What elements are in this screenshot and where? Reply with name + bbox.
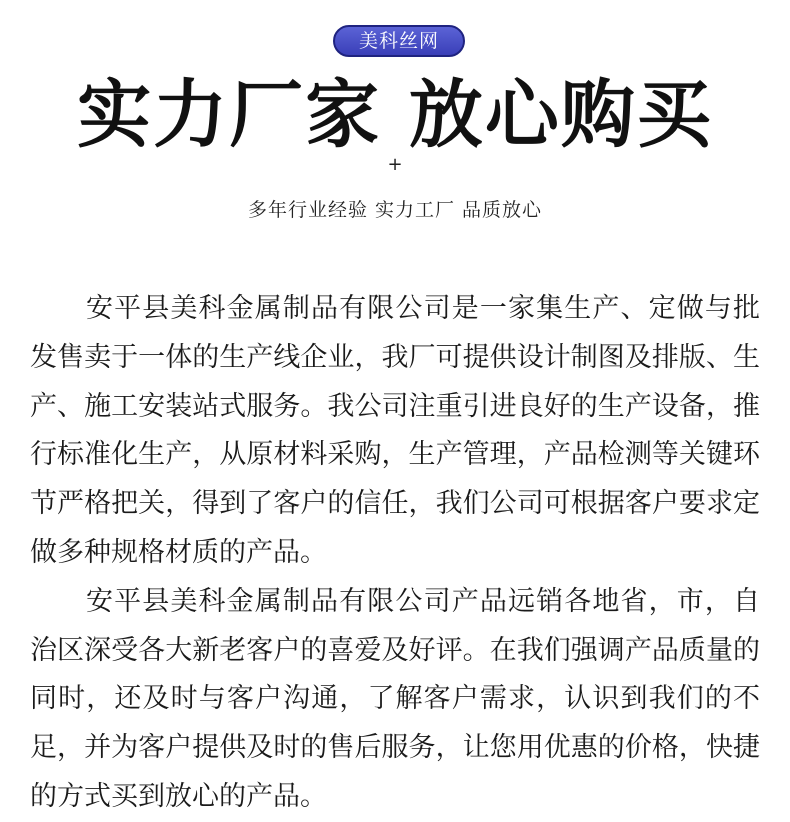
brand-badge: 美科丝网 (333, 25, 465, 57)
company-description (30, 285, 760, 822)
paragraph-service: 安平县美科金属制品有限公司产品远销各地省，市，自治区深受各大新老客户的喜爱及好评。在我们强调产品质量的同时，还及时与客户沟通，了解客户需求，认识到我们的不足，并为客户提供及时的售后服务，让您用优惠的价格，快捷的方式买到放心的产品。 (30, 585, 760, 812)
paragraph-intro: 安平县美科金属制品有限公司是一家集生产、定做与批发售卖于一体的生产线企业，我厂可提供设计制图及排版、生产、施工安装站式服务。我公司注重引进良好的生产设备，推行标准化生产，从原材料采购，生产管理，产品检测等关键环节严格把关，得到了客户的信任，我们公司可根据客户要求定做多种规格材质的产品。 (30, 293, 760, 568)
page-headline: 实力厂家 放心购买 (77, 72, 713, 158)
page-subtitle: 多年行业经验 实力工厂 品质放心 (247, 199, 543, 221)
plus-mark: + (387, 154, 403, 175)
